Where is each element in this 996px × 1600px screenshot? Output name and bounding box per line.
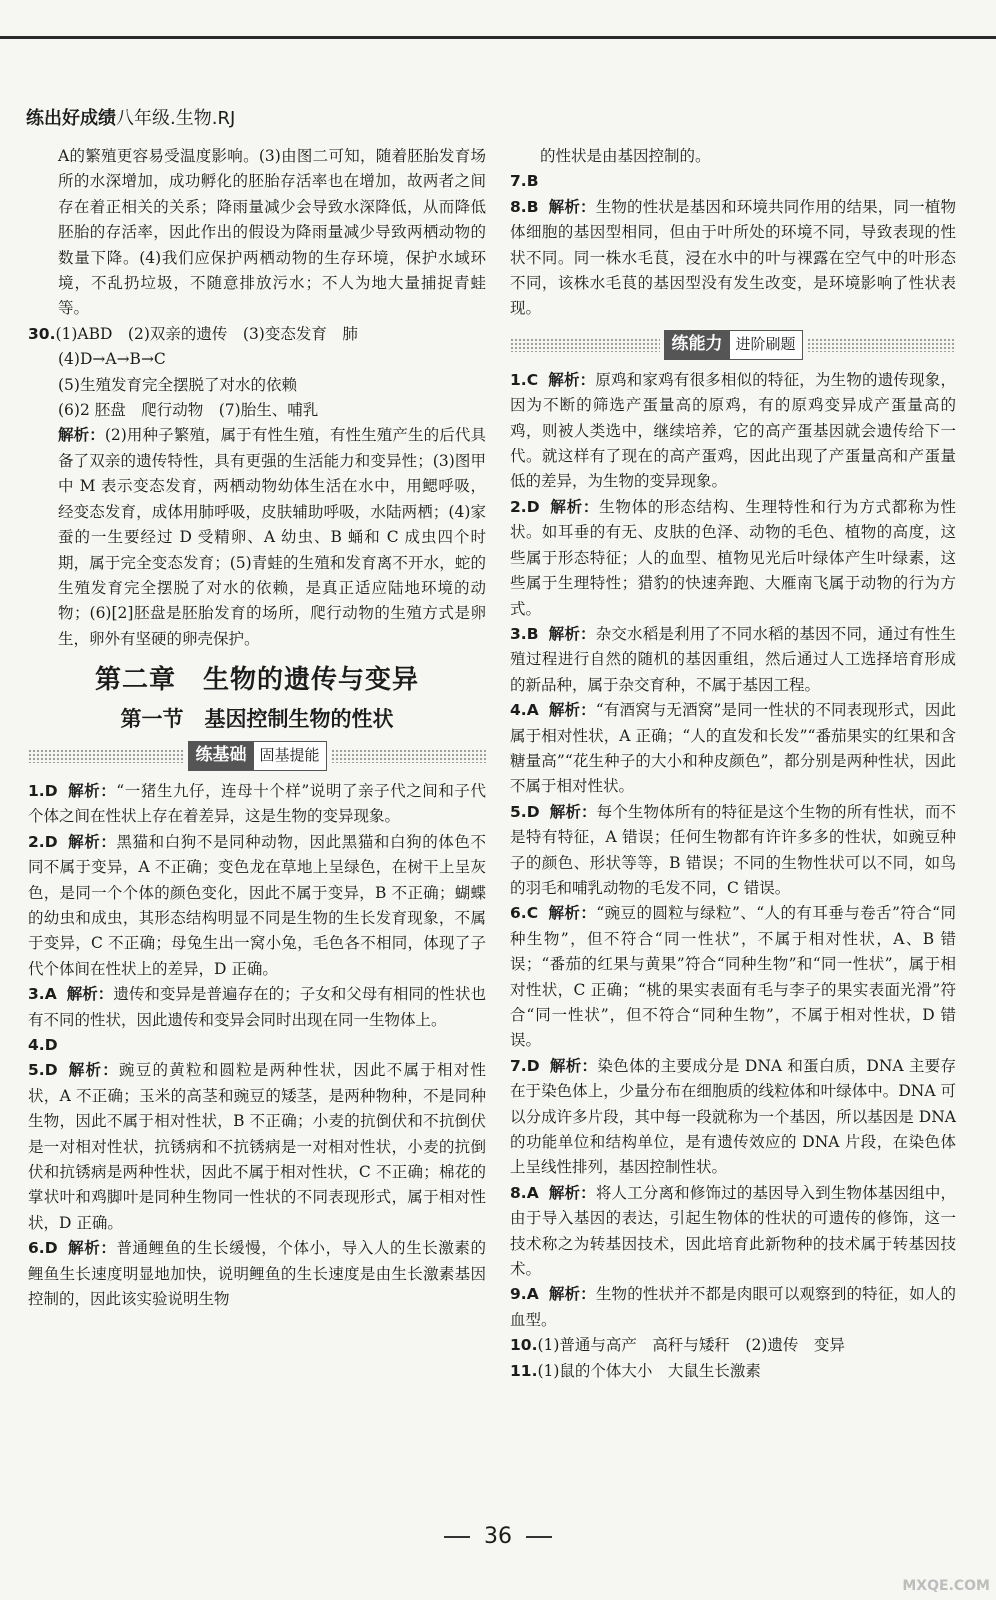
dash-right <box>526 1536 552 1538</box>
answer-text: (1)普通与高产 高秆与矮秆 (2)遗传 变异 <box>537 1336 845 1355</box>
answer-letter: A <box>526 1285 539 1304</box>
answer-letter: D <box>44 1061 58 1080</box>
header-grade-subject: 八年级.生物.RJ <box>116 108 236 129</box>
answer-list-basic-cont <box>510 169 956 321</box>
dotted-rule <box>510 338 660 352</box>
analysis-tag: 解析： <box>548 1183 596 1202</box>
question-number: 1. <box>28 781 45 800</box>
question-number: 6. <box>510 904 527 923</box>
answer-letter: A <box>44 985 57 1004</box>
analysis-tag: 解析： <box>549 497 600 516</box>
band-label-sub: 进阶刷题 <box>735 335 796 354</box>
answer-item <box>28 830 486 982</box>
analysis-text: 生物的性状是基因和环境共同作用的结果，同一植物体细胞的基因型相同，但由于叶所处的环境不同，导致表现的性状不同。同一株水毛茛，浸在水中的叶与裸露在空气中的叶形态不同，该株水毛茛的基因型没有发生改变，是环境影响了性状表现。 <box>510 197 956 318</box>
band-label <box>188 741 327 770</box>
question-number: 7. <box>510 1056 527 1075</box>
question-number: 2. <box>510 497 527 516</box>
question-number: 30. <box>28 324 56 343</box>
question-number: 5. <box>28 1061 45 1080</box>
question-number: 8. <box>510 197 527 216</box>
continued-answer-6: 的性状是由基因控制的。 <box>540 147 711 165</box>
analysis-text: 生物的性状并不都是肉眼可以观察到的特征，如人的血型。 <box>510 1285 956 1329</box>
analysis-tag: 解析： <box>548 197 596 216</box>
answer-item <box>510 495 956 622</box>
answer-letter: A <box>526 1183 539 1202</box>
chapter-title: 第二章 生物的遗传与变异 <box>94 665 419 696</box>
answer-letter: D <box>44 1239 58 1258</box>
question-number: 11. <box>510 1361 538 1380</box>
answer-letter: D <box>526 1056 540 1075</box>
page-number <box>0 1524 996 1549</box>
answer-letter: D <box>44 1036 58 1054</box>
answer-letter: D <box>526 497 540 516</box>
analysis-tag: 解析： <box>548 624 596 643</box>
analysis-text: 遗传和变异是普遍存在的；子女和父母有相同的性状也有不同的性状，因此遗传和变异会同时出现在同一生物体上。 <box>28 985 486 1029</box>
answer-30 <box>28 322 486 652</box>
question-number: 6. <box>28 1239 45 1258</box>
answer-letter: A <box>526 701 539 720</box>
analysis-text: 黑猫和白狗不是同种动物，因此黑猫和白狗的体色不同不属于变异，A 不正确；变色龙在草地上呈绿色，在树干上呈灰色，是同一个个体的颜色变化，因此不属于变异，B 不正确；蝴蝶的幼虫和成虫，其形态结构明显不同是生物的生长发育现象，不属于变异，C 不正确；母兔生出一窝小兔，毛色各不相同，体现了子代个体间在性状上的差异，D 正确。 <box>28 832 486 978</box>
analysis-text: “豌豆的圆粒与绿粒”、“人的有耳垂与卷舌”符合“同种生物”，但不符合“同一性状”，不属于相对性状，A、B 错误；“番茄的红果与黄果”符合“同种生物”和“同一性状”，属于相对性状，C 正确；“桃的果实表面有毛与李子的果实表面光滑”符合“同一性状”，但不符合“同种生物”，不属于相对性状，D 错误。 <box>510 904 956 1050</box>
exercise-band-advanced <box>510 330 956 360</box>
answer-line-1: (1)ABD (2)双亲的遗传 (3)变态发育 肺 <box>55 324 358 343</box>
answer-letter: B <box>526 624 539 643</box>
answer-line-3: (5)生殖发育完全摆脱了对水的依赖 <box>58 375 297 394</box>
question-number: 2. <box>28 832 45 851</box>
answer-item <box>510 800 956 902</box>
analysis-tag: 解析： <box>549 1056 598 1075</box>
question-number: 7. <box>510 172 527 191</box>
dotted-rule <box>28 749 184 763</box>
answer-item <box>28 779 486 830</box>
analysis-tag: 解析： <box>58 426 105 445</box>
answer-letter: B <box>526 172 539 191</box>
analysis-tag: 解析： <box>548 904 597 923</box>
answer-item <box>28 1058 486 1236</box>
answer-10 <box>510 1333 956 1358</box>
answer-list-advanced <box>510 368 956 1333</box>
analysis-text: 原鸡和家鸡有很多相似的特征，为生物的遗传现象，因为不断的筛选产蛋量高的原鸡，有的原鸡变异成产蛋量高的鸡，则被人类选中，继续培养，它的高产蛋基因就会遗传给下一代。就这样有了现在的高产蛋鸡，因此出现了产蛋量高和产蛋量低的差异，为生物的变异现象。 <box>510 370 956 491</box>
answer-item <box>28 1236 486 1312</box>
dotted-rule <box>807 338 957 352</box>
left-column <box>28 144 486 1312</box>
exercise-band-basic <box>28 741 486 771</box>
answer-item <box>510 698 956 800</box>
answer-item <box>510 1181 956 1283</box>
question-number: 5. <box>510 802 527 821</box>
answer-item <box>28 1033 486 1058</box>
top-rule <box>0 36 996 39</box>
question-number: 3. <box>28 985 45 1004</box>
analysis-tag: 解析： <box>67 781 117 800</box>
running-header <box>26 104 235 130</box>
analysis-text: “一猪生九仔，连母十个样”说明了亲子代之间和子代个体之间在性状上存在着差异，这是生物的变异现象。 <box>28 781 486 826</box>
analysis-text: (2)用种子繁殖，属于有性生殖，有性生殖产生的后代具备了双亲的遗传特性，具有更强的生活能力和变异性；(3)图甲中 M 表示变态发育，两栖动物幼体生活在水中，用鳃呼吸，经变态发育，成体用肺呼吸，皮肤辅助呼吸，水陆两栖；(4)家蚕的一生要经过 D 受精卵、A 幼虫、B 蛹和 C 成虫四个时期，属于完全变态发育；(5)青蛙的生殖和发育离不开水，蛇的生殖发育完全摆脱了对水的依赖，是真正适应陆地环境的动物；(6)[2]胚盘是胚胎发育的场所，爬行动物的生殖方式是卵生，卵外有坚硬的卵壳保护。 <box>58 426 486 648</box>
answer-letter: B <box>526 197 539 216</box>
analysis-tag: 解析： <box>66 985 114 1004</box>
analysis-tag: 解析： <box>549 802 597 821</box>
analysis-tag: 解析： <box>67 832 117 851</box>
question-number: 8. <box>510 1183 527 1202</box>
answer-item <box>510 1282 956 1333</box>
analysis-text: 杂交水稻是利用了不同水稻的基因不同，通过有性生殖过程进行自然的随机的基因重组，然后通过人工选择培育形成的新品种，属于杂交育种，不属于基因工程。 <box>510 624 956 694</box>
question-number: 1. <box>510 370 527 389</box>
analysis-tag: 解析： <box>67 1239 117 1258</box>
analysis-text: “有酒窝与无酒窝”是同一性状的不同表现形式，因此属于相对性状，A 正确；“人的直发和长发”“番茄果实的红果和含糖量高”“花生种子的大小和种皮颜色”，都分别是两种性状，因此不属于相对性状。 <box>510 701 956 796</box>
answer-letter: D <box>44 832 58 851</box>
answer-item <box>510 169 956 194</box>
analysis-text: 将人工分离和修饰过的基因导入到生物体基因组中，由于导入基因的表达，引起生物体的性状的可遗传的修饰，这一技术称之为转基因技术，因此培育此新物种的技术属于转基因技术。 <box>510 1183 956 1279</box>
answer-list-basic <box>28 779 486 1313</box>
band-label <box>664 330 803 359</box>
question-number: 10. <box>510 1336 538 1355</box>
dash-left <box>444 1536 470 1538</box>
dotted-rule <box>331 749 487 763</box>
answer-letter: C <box>526 370 539 389</box>
watermark-logo: MXQE.COM <box>902 1578 990 1594</box>
analysis-text: 生物体的形态结构、生理特性和行为方式都称为性状。如耳垂的有无、皮肤的色泽、动物的毛色、植物的高度，这些属于形态特征；人的血型、植物见光后叶绿体产生叶绿素，这些属于生理特性；猎豹的快速奔跑、大雁南飞属于动物的行为方式。 <box>510 497 956 618</box>
answer-item <box>510 901 956 1053</box>
answer-item <box>510 195 956 322</box>
answer-item <box>28 982 486 1033</box>
answer-letter: D <box>526 802 540 821</box>
question-number: 4. <box>28 1036 45 1054</box>
analysis-text: 每个生物体所有的特征是这个生物的所有性状，而不是特有特征，A 错误；任何生物都有许许多多的性状，如豌豆种子的颜色、形状等等，B 错误；不同的生物性状可以不同，如鸟的羽毛和哺乳动物的毛发不同，C 错误。 <box>510 802 956 897</box>
analysis-tag: 解析： <box>548 370 596 389</box>
analysis-tag: 解析： <box>67 1061 120 1080</box>
band-label-sub: 固基提能 <box>259 746 320 765</box>
analysis-tag: 解析： <box>548 701 596 720</box>
answer-text: (1)鼠的个体大小 大鼠生长激素 <box>537 1361 761 1380</box>
band-label-main: 练能力 <box>665 331 730 358</box>
band-label-main: 练基础 <box>189 742 254 769</box>
section-title: 第一节 基因控制生物的性状 <box>120 705 394 731</box>
right-column <box>510 144 956 1384</box>
answer-item <box>510 368 956 495</box>
question-number: 3. <box>510 624 527 643</box>
header-book-title: 练出好成绩 <box>26 108 116 129</box>
answer-letter: C <box>526 904 539 923</box>
question-number: 4. <box>510 701 527 720</box>
question-number: 9. <box>510 1285 527 1304</box>
answer-letter: D <box>44 781 58 800</box>
answer-item <box>510 1054 956 1181</box>
answer-line-2: (4)D→A→B→C <box>58 350 166 369</box>
continued-answer-29: A的繁殖更容易受温度影响。(3)由图二可知，随着胚胎发育场所的水深增加，成功孵化的胚胎存活率也在增加，故两者之间存在着正相关的关系；降雨量减少会导致水深降低，从而降低胚胎的存活率，因此作出的假设为降雨量减少导致两栖动物的数量下降。(4)我们应保护两栖动物的生存环境，保护水域环境，不乱扔垃圾，不随意排放污水；不人为地大量捕捉青蛙等。 <box>58 147 486 318</box>
answer-11 <box>510 1359 956 1384</box>
analysis-text: 染色体的主要成分是 DNA 和蛋白质，DNA 主要存在于染色体上，少量分布在细胞质的线粒体和叶绿体中。DNA 可以分成许多片段，其中每一段就称为一个基因，所以基因是 DNA 的功能单位和结构单位，是有遗传效应的 DNA 片段，在染色体上呈线性排列，基因控制性状。 <box>510 1056 956 1177</box>
answer-item <box>510 622 956 698</box>
analysis-text: 普通鲤鱼的生长缓慢，个体小，导入人的生长激素的鲤鱼生长速度明显地加快，说明鲤鱼的生长速度是由生长激素基因控制的，因此该实验说明生物 <box>28 1239 486 1309</box>
analysis-tag: 解析： <box>548 1285 596 1304</box>
page-number-text: 36 <box>484 1524 512 1549</box>
answer-line-4: (6)2 胚盘 爬行动物 (7)胎生、哺乳 <box>58 401 319 420</box>
analysis-text: 豌豆的黄粒和圆粒是两种性状，因此不属于相对性状，A 不正确；玉米的高茎和豌豆的矮茎，是两种物种，不是同种生物，因此不属于相对性状，B 不正确；小麦的抗倒伏和不抗倒伏是一对相对性状，抗锈病和不抗锈病是一对相对性状，小麦的抗倒伏和抗锈病是两种性状，因此不属于相对性状，C 不正确；棉花的掌状叶和鸡脚叶是同种生物同一性状的不同表现形式，属于相对性状，D 正确。 <box>28 1061 486 1232</box>
